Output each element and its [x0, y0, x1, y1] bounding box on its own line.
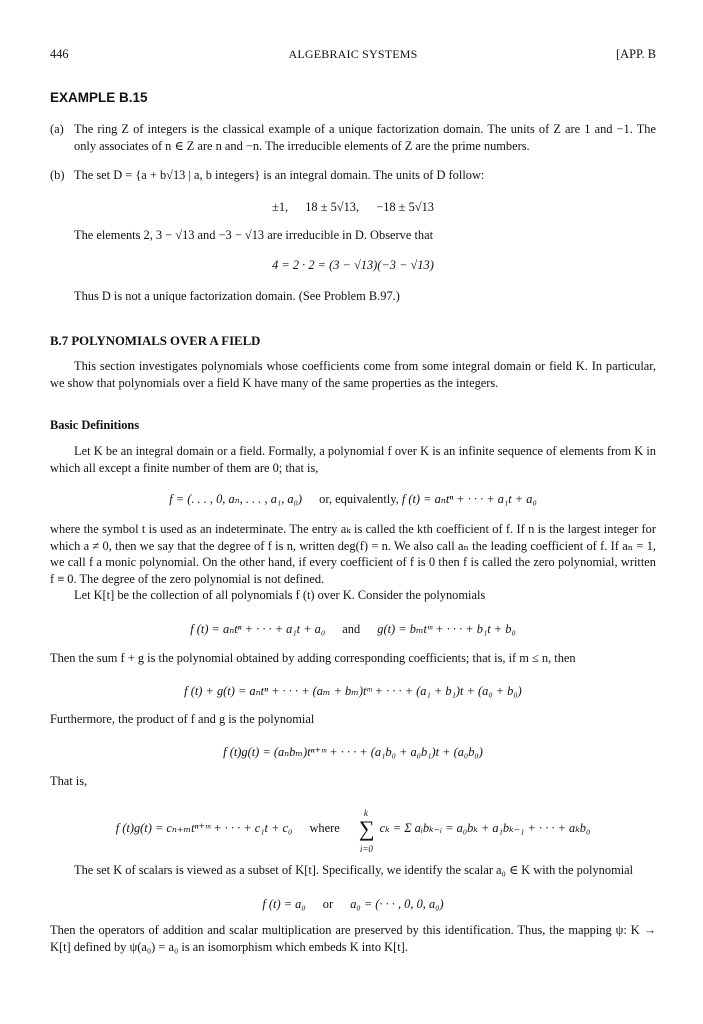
eq5-right: cₖ = Σ aᵢbₖ₋ᵢ = a₀bₖ + a₁bₖ₋₁ + · · · + aₖb₀: [379, 821, 591, 835]
equation-5: [50, 808, 656, 854]
running-title: ALGEBRAIC SYSTEMS: [288, 47, 418, 61]
equation-3: f (t) + g(t) = aₙtⁿ + · · · + (aₘ + bₘ)tᵐ + · · · + (a₁ + b₁)t + (a₀ + b₀): [184, 684, 522, 698]
equation-1: [50, 491, 656, 508]
eq6-left: f (t) = a₀: [262, 897, 306, 911]
units-equation: [50, 199, 656, 216]
unit-1: ±1,: [272, 200, 289, 214]
equation-2: [50, 621, 656, 638]
paragraph-8: Then the operators of addition and scalar multiplication are preserved by this identification. Thus, the mapping ψ: K → K[t] defined by ψ(a₀) = a₀ is an isomorphism which embeds K into K[t].: [50, 923, 656, 954]
part-a-label: (a): [50, 122, 64, 136]
appendix-label: [APP. B: [616, 47, 656, 61]
subsection-heading: Basic Definitions: [50, 418, 140, 432]
paragraph-3: Let K[t] be the collection of all polynomials f (t) over K. Consider the polynomials: [74, 588, 486, 602]
sum-lower-limit: i=0: [359, 844, 373, 854]
sum-upper-limit: k: [363, 808, 368, 818]
part-b-text: The set D = {a + b√13 | a, b integers} is an integral domain. The units of D follow:: [74, 168, 485, 182]
equation-4: f (t)g(t) = (aₙbₘ)tⁿ⁺ᵐ + · · · + (a₁b₀ + a₀b₁)t + (a₀b₀): [223, 745, 483, 759]
part-b-text3: Thus D is not a unique factorization domain. (See Problem B.97.): [74, 289, 400, 303]
paragraph-1: Let K be an integral domain or a field. Formally, a polynomial f over K is an infinite sequence of elements from K in which all except a finite number of them are 0; that is,: [50, 444, 656, 475]
part-a-text: The ring Z of integers is the classical example of a unique factorization domain. The units of Z are 1 and −1. The only associates of n ∈ Z are n and −n. The irreducible elements of Z are the prime numbers.: [74, 122, 656, 153]
paragraph-5: Furthermore, the product of f and g is the polynomial: [50, 712, 315, 726]
paragraph-7: The set K of scalars is viewed as a subset of K[t]. Specifically, we identify the scalar a₀ ∈ K with the polynomial: [74, 863, 634, 877]
eq2-mid: and: [342, 622, 361, 636]
section-heading: B.7 POLYNOMIALS OVER A FIELD: [50, 334, 261, 348]
example-part-a: [50, 121, 656, 154]
equation-6: [50, 896, 656, 913]
eq2-right: g(t) = bₘtᵐ + · · · + b₁t + b₀: [377, 622, 516, 636]
page-number: 446: [50, 47, 69, 61]
example-heading: EXAMPLE B.15: [50, 90, 148, 105]
unit-2: 18 ± 5√13,: [305, 200, 360, 214]
eq1-left: f = (. . . , 0, aₙ, . . . , a₁, a₀): [169, 492, 303, 506]
eq5-left: f (t)g(t) = cₙ₊ₘtⁿ⁺ᵐ + · · · + c₁t + c₀: [115, 821, 293, 835]
eq1-mid: or, equivalently,: [319, 492, 399, 506]
section-intro: This section investigates polynomials whose coefficients come from some integral domain or field K. In particular, we show that polynomials over a field K have many of the same properties as the integers.: [50, 359, 656, 390]
part-b-text2: The elements 2, 3 − √13 and −3 − √13 are irreducible in D. Observe that: [74, 228, 434, 242]
paragraph-2: where the symbol t is used as an indeterminate. The entry aₖ is called the kth coefficient of f. If n is the largest integer for which a ≠ 0, then we say that the degree of f is n, written deg(f) = n. We also call aₙ the leading coefficient of f. If aₙ = 1, we call f a monic polynomial. On the other hand, if every coefficient of f is 0 then f is called the zero polynomial, written f ≡ 0. The degree of the zero polynomial is not defined.: [50, 522, 656, 586]
eq6-mid: or: [322, 897, 334, 911]
part-b-label: (b): [50, 168, 65, 182]
summation-sign: ∑ k i=0: [359, 821, 375, 838]
example-part-b: [50, 167, 656, 184]
unit-3: −18 ± 5√13: [376, 200, 434, 214]
eq1-right: f (t) = aₙtⁿ + · · · + a₁t + a₀: [401, 492, 537, 506]
paragraph-4: Then the sum f + g is the polynomial obtained by adding corresponding coefficients; that is, if m ≤ n, then: [50, 651, 576, 665]
eq6-right: a₀ = (· · · , 0, 0, a₀): [350, 897, 444, 911]
eq5-mid: where: [309, 821, 340, 835]
paragraph-6: That is,: [50, 774, 88, 788]
eq2-left: f (t) = aₙtⁿ + · · · + a₁t + a₀: [190, 622, 326, 636]
factorization-equation: 4 = 2 · 2 = (3 − √13)(−3 − √13): [272, 258, 434, 272]
running-header: [50, 46, 656, 64]
